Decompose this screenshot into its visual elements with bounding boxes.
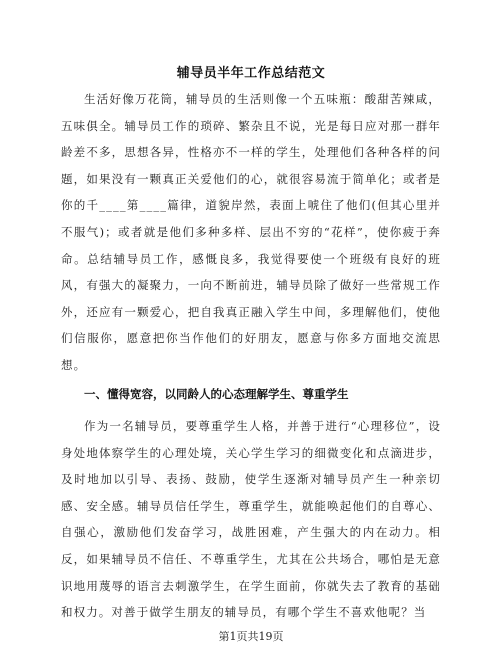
- document-title: 辅导员半年工作总结范文: [176, 66, 326, 81]
- section-1-body: [61, 413, 441, 626]
- section-1-paragraph: 作为一名辅导员，要尊重学生人格，并善于进行“心理移位”，设身处地体察学生的心理处境，关心学生学习的细微变化和点滴进步，及时地加以引导、表扬、鼓励，使学生逐渐对辅导员产生一种亲切感、安全感。辅导员信任学生，尊重学生，就能唤起他们的自尊心、自强心，激励他们发奋学习，战胜困难，产生强大的内在动力。相反，如果辅导员不信任、不尊重学生，尤其在公共场合，哪怕是无意识地用蔑辱的语言去刺激学生，在学生面前，你就失去了教育的基础和权力。对善于做学生朋友的辅导员，有哪个学生不喜欢他呢？当: [61, 419, 441, 620]
- page-number: 第1页共19页: [218, 630, 284, 643]
- intro-section: [61, 86, 441, 379]
- intro-paragraph: 生活好像万花筒，辅导员的生活则像一个五味瓶：酸甜苦辣咸，五味俱全。辅导员工作的琐碎、繁杂且不说，光是每日应对那一群年龄差不多，思想各异，性格亦不一样的学生，处理他们各种各样的问题，如果没有一颗真正关爱他们的心，就很容易流于简单化；或者是你的千____第____篇律，道貌岸然，表面上唬住了他们(但其心里并不服气)；或者就是他们多种多样、层出不穷的“花样”，使你疲于奔命。总结辅导员工作，感慨良多，我觉得要使一个班级有良好的班风，有强大的凝聚力，一向不断前进，辅导员除了做好一些常规工作外，还应有一颗爱心，把自我真正融入学生中间，多理解他们，使他们信服你，愿意把你当作他们的好朋友，愿意与你多方面地交流思想。: [61, 92, 441, 372]
- section-heading-1: 一、懂得宽容，以同龄人的心态理解学生、尊重学生: [84, 387, 349, 401]
